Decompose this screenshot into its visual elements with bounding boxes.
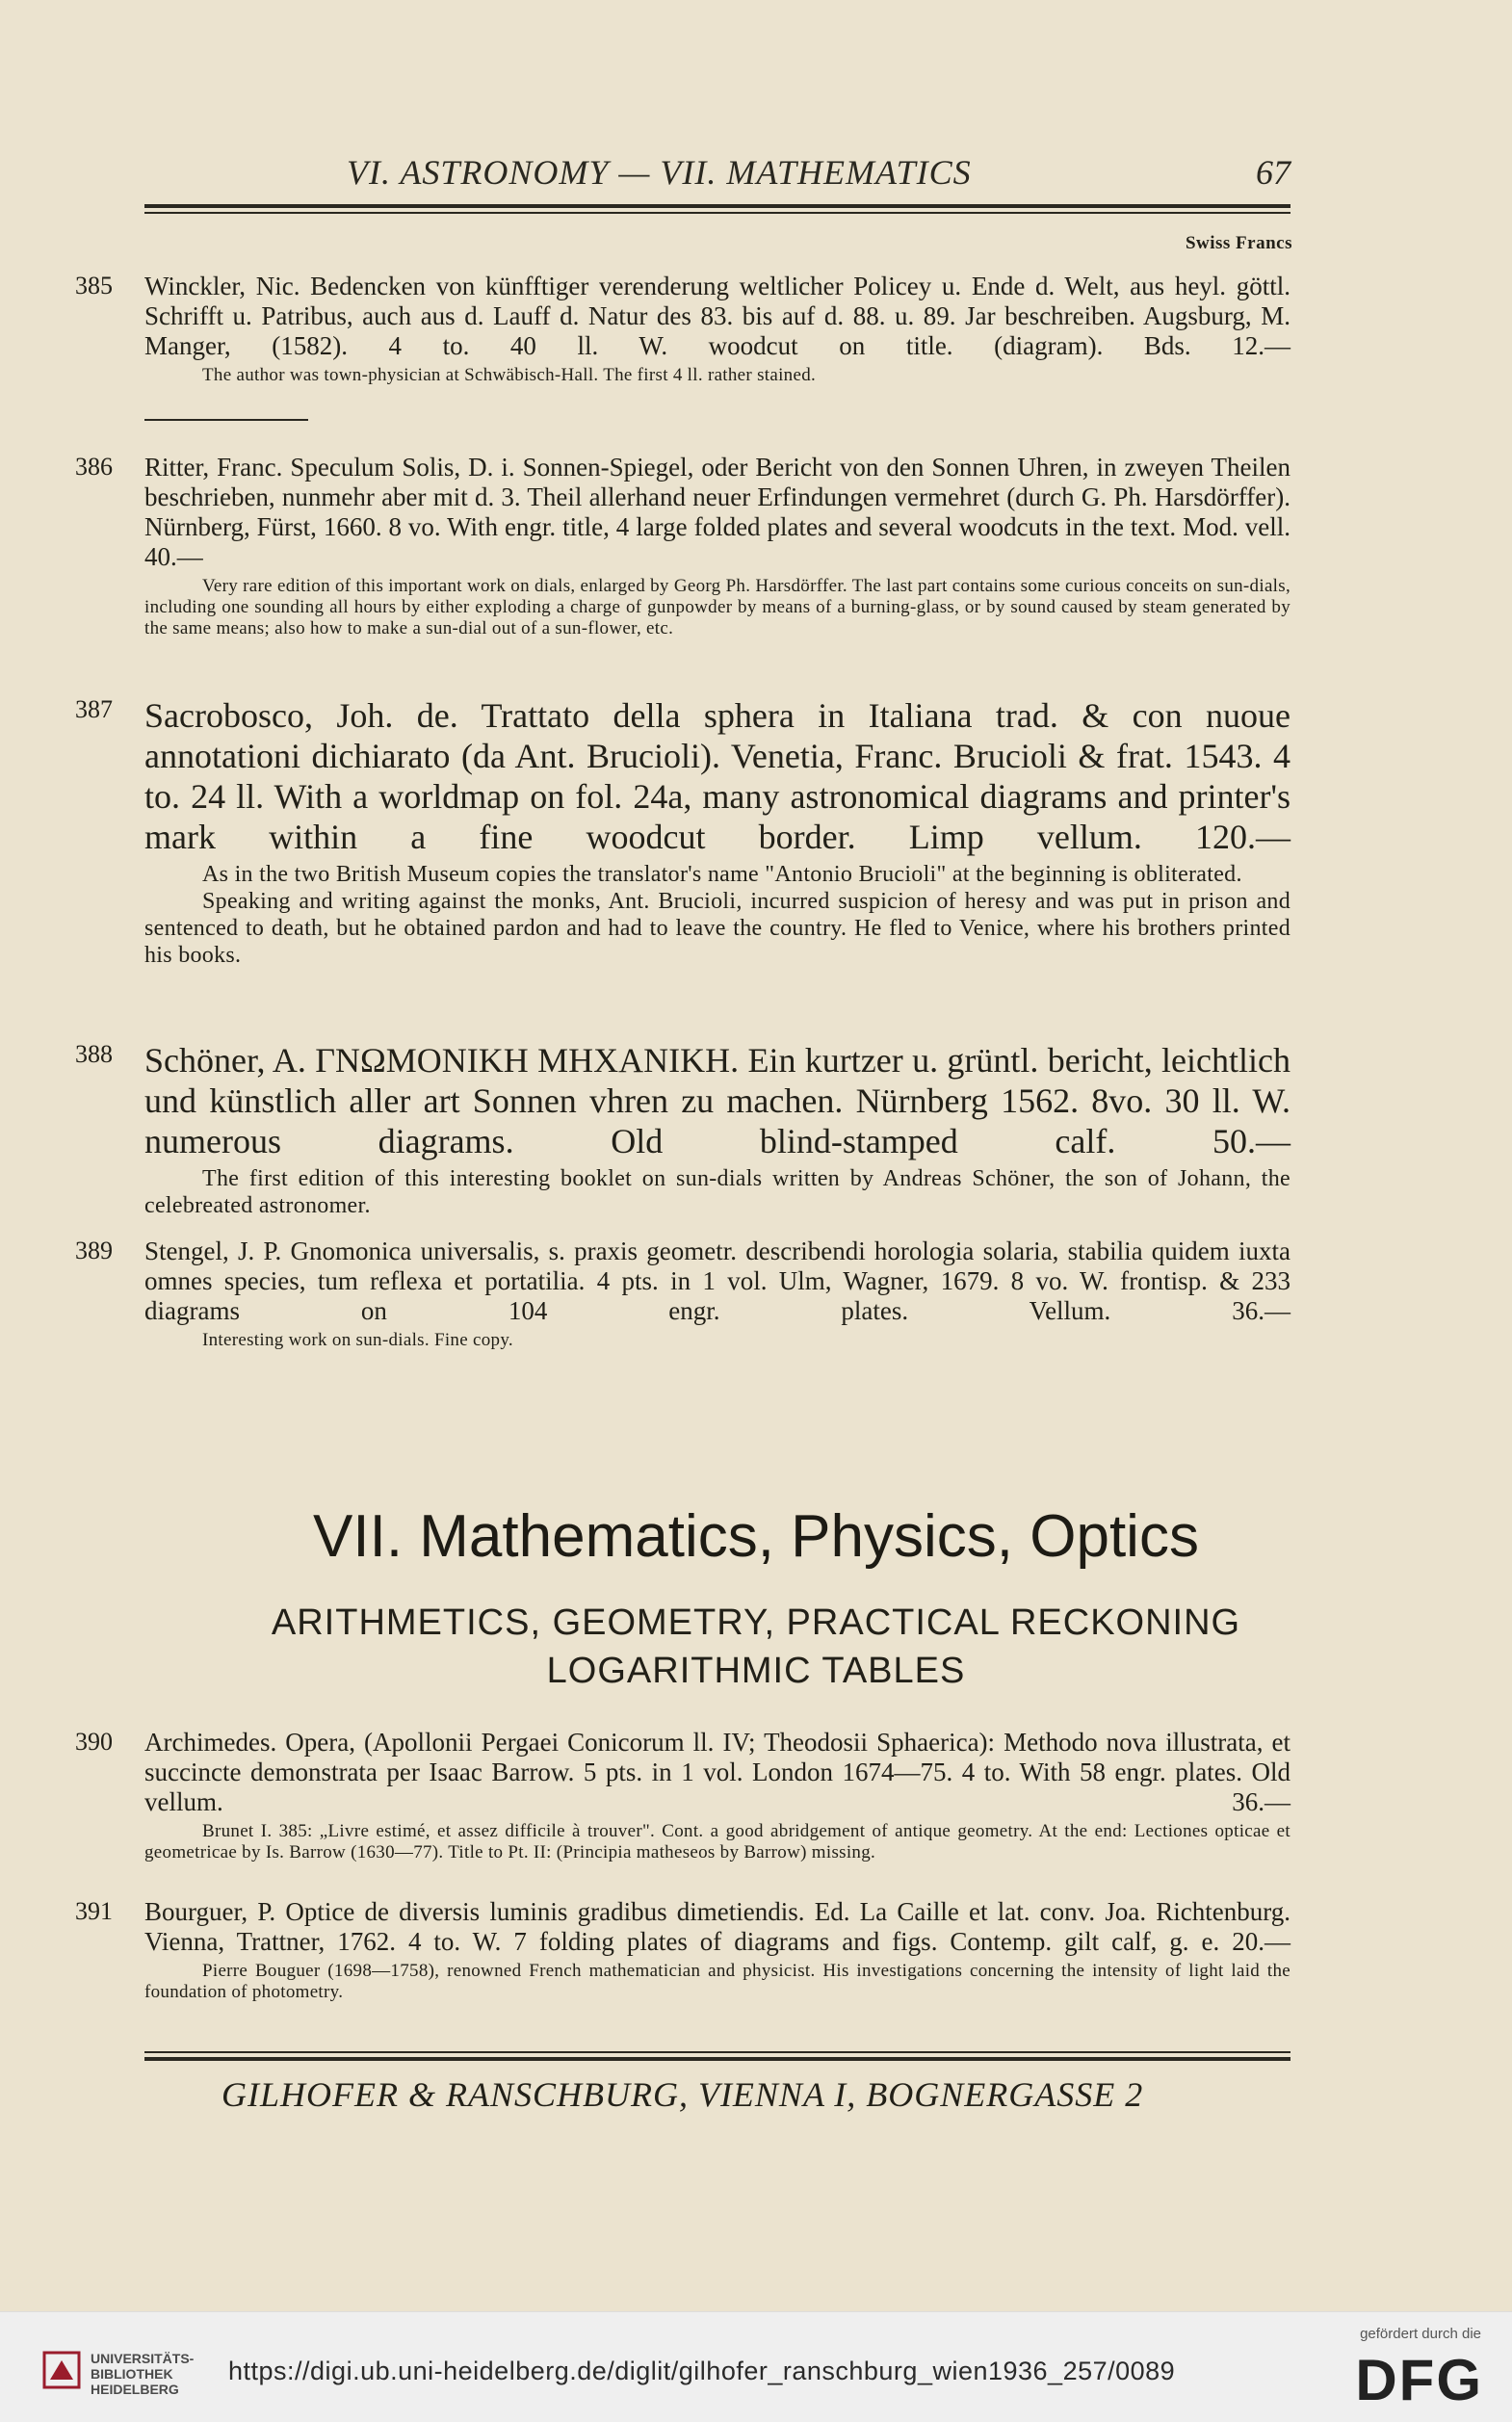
entry-note: Very rare edition of this important work on dials, enlarged by Georg Ph. Harsdörffer. The last part contains some curious conceits on sun-dials, including one sounding all hours by either exploding a charge of gunpowder by means of a burning-glass, or by sound caused by steam generated by the same means; also how to make a sun-dial out of a sun-flower, etc.	[144, 576, 1290, 638]
running-title: VI. ASTRONOMY — VII. MATHEMATICS	[347, 153, 972, 192]
library-name	[91, 2351, 194, 2397]
entry-390	[75, 1728, 1290, 1863]
page-number: 67	[1256, 153, 1290, 192]
entry-price: 36.—	[1232, 1787, 1290, 1816]
entry-price: 36.—	[1232, 1296, 1290, 1325]
header-rule-thin	[144, 212, 1290, 214]
permalink-url[interactable]: https://digi.ub.uni-heidelberg.de/diglit/gilhofer_ranschburg_wien1936_257/0089	[228, 2357, 1176, 2385]
entry-text: Archimedes. Opera, (Apollonii Pergaei Conicorum ll. IV; Theodosii Sphaerica): Methodo nova illustrata, et succincte demonstrata per Isaac Barrow. 5 pts. in 1 vol. London 1674—75. 4 to. With 58 engr. plates. Old vellum. 36.—	[144, 1728, 1290, 1816]
currency-label: Swiss Francs	[1185, 233, 1292, 253]
viewer-bar	[0, 2311, 1512, 2422]
entry-text: Winckler, Nic. Bedencken von künfftiger verenderung weltlicher Policey u. Ende d. Welt, aus heyl. göttl. Schrifft u. Patribus, auch aus d. Lauff d. Natur des 83. bis auf d. 88. u. 89. Jar beschreiben. Augsburg, M. Manger, (1582). 4 to. 40 ll. W. woodcut on title. (diagram). Bds. 12.—	[144, 272, 1290, 360]
library-line2: BIBLIOTHEK	[91, 2366, 173, 2382]
entry-number: 388	[75, 1040, 113, 1068]
entry-text: Ritter, Franc. Speculum Solis, D. i. Sonnen-Spiegel, oder Bericht von den Sonnen Uhren, in zweyen Theilen beschrieben, nunmehr aber mit d. 3. Theil allerhand neuer Erfindungen vermehret (durch G. Ph. Harsdörffer). Nürnberg, Fürst, 1660. 8 vo. With engr. title, 4 large folded plates and several woodcuts in the text. Mod. vell. 40.—	[144, 453, 1290, 571]
entry-note: Brunet I. 385: „Livre estimé, et assez difficile à trouver". Cont. a good abridgement of antique geometry. At the end: Lectiones opticae et geometricae by Is. Barrow (1630—77). Title to Pt. II: (Principia matheseos by Barrow) missing.	[144, 1821, 1290, 1862]
entry-text: Sacrobosco, Joh. de. Trattato della sphera in Italiana trad. & con nuoue annotationi dichiarato (da Ant. Brucioli). Venetia, Franc. Brucioli & frat. 1543. 4 to. 24 ll. With a worldmap on fol. 24a, many astronomical diagrams and printer's mark within a fine woodcut border. Limp vellum. 120.—	[144, 696, 1290, 856]
entry-text: Stengel, J. P. Gnomonica universalis, s. praxis geometr. describendi horologia solaria, stabilia quidem iuxta omnes species, tum reflexa et portatilia. 4 pts. in 1 vol. Ulm, Wagner, 1679. 8 vo. W. frontisp. & 233 diagrams on 104 engr. plates. Vellum. 36.—	[144, 1237, 1290, 1325]
entry-385	[75, 272, 1290, 386]
entry-number: 391	[75, 1897, 113, 1925]
entry-note: As in the two British Museum copies the translator's name "Antonio Brucioli" at the beginning is obliterated.	[202, 862, 1242, 887]
header-rule-thick	[144, 204, 1290, 208]
entry-number: 386	[75, 453, 113, 481]
entry-note: Speaking and writing against the monks, Ant. Brucioli, incurred suspicion of heresy and was put in prison and sentenced to death, but he obtained pardon and had to leave the country. He fled to Venice, where his brothers printed his books.	[144, 889, 1290, 968]
section-subtitle-line2: LOGARITHMIC TABLES	[546, 1651, 966, 1691]
publisher-footer: GILHOFER & RANSCHBURG, VIENNA I, BOGNERGASSE 2	[222, 2075, 1144, 2114]
page-header	[144, 152, 1290, 200]
section-subtitle	[0, 1599, 1512, 1695]
dfg-logo: DFG	[1355, 2348, 1483, 2412]
section-subtitle-line1: ARITHMETICS, GEOMETRY, PRACTICAL RECKONING	[271, 1602, 1241, 1643]
footer-rule-thick	[144, 2057, 1290, 2061]
entry-price: 20.—	[1232, 1927, 1291, 1956]
entry-price: 50.—	[1212, 1122, 1291, 1160]
entry-note: The first edition of this interesting booklet on sun-dials written by Andreas Schöner, the son of Johann, the celebreated astronomer.	[144, 1166, 1290, 1218]
entry-number: 387	[75, 695, 113, 723]
short-rule	[144, 419, 308, 421]
section-title: VII. Mathematics, Physics, Optics	[313, 1503, 1199, 1570]
entry-note: Interesting work on sun-dials. Fine copy.	[202, 1330, 513, 1350]
footer-rule-thin	[144, 2051, 1290, 2053]
entry-388	[75, 1040, 1291, 1219]
funded-by-label: gefördert durch die	[1360, 2326, 1481, 2342]
entry-price: 40.—	[144, 542, 203, 571]
entry-price: 120.—	[1195, 818, 1290, 856]
entry-number: 385	[75, 272, 113, 299]
entry-note: The author was town-physician at Schwäbisch-Hall. The first 4 ll. rather stained.	[202, 365, 817, 385]
library-line1: UNIVERSITÄTS-	[91, 2351, 195, 2366]
library-line3: HEIDELBERG	[91, 2382, 179, 2397]
entry-391	[75, 1897, 1291, 2003]
entry-text: Bourguer, P. Optice de diversis luminis gradibus dimetiendis. Ed. La Caille et lat. conv. Joa. Richtenburg. Vienna, Trattner, 1762. 4 to. W. 7 folding plates of diagrams and figs. Contemp. gilt calf, g. e. 20.—	[144, 1897, 1291, 1956]
entry-number: 390	[75, 1728, 113, 1756]
entry-387	[75, 695, 1290, 969]
entry-note: Pierre Bouguer (1698—1758), renowned French mathematician and physicist. His investigations concerning the intensity of light laid the foundation of photometry.	[144, 1961, 1290, 2002]
entry-price: 12.—	[1232, 331, 1290, 360]
entry-number: 389	[75, 1237, 113, 1264]
entry-389	[75, 1237, 1290, 1351]
entry-text: Schöner, A. ΓΝΩΜΟΝΙΚΗ ΜΗΧΑΝΙΚΗ. Ein kurtzer u. grüntl. bericht, leichtlich und künstlich aller art Sonnen vhren zu machen. Nürnberg 1562. 8vo. 30 ll. W. numerous diagrams. Old blind-stamped calf. 50.—	[144, 1041, 1291, 1160]
library-logo-icon	[42, 2351, 81, 2389]
entry-386	[75, 453, 1290, 639]
